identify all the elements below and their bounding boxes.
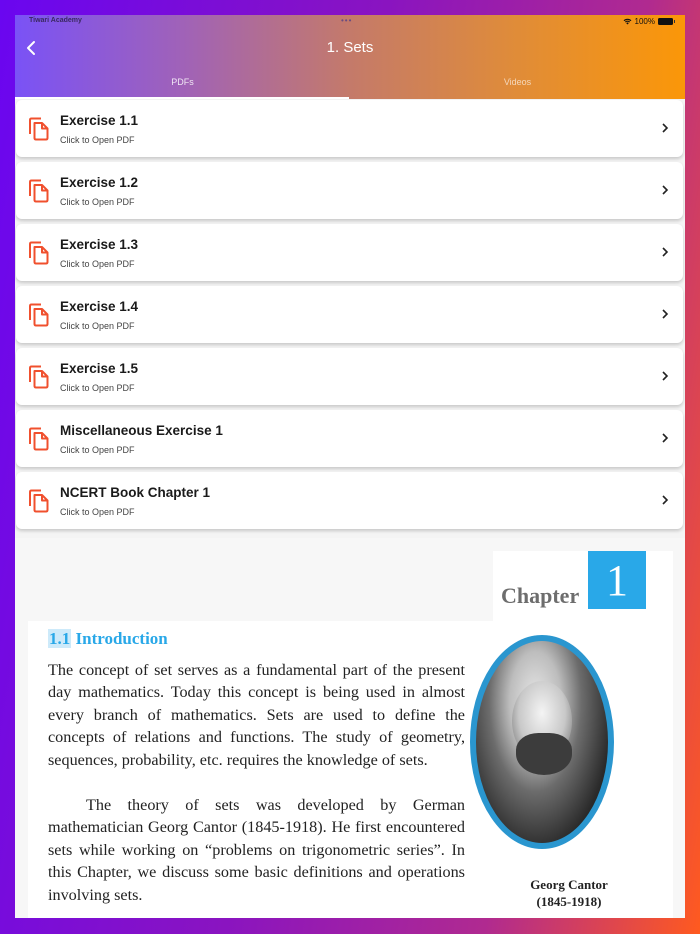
chevron-right-icon <box>661 308 669 320</box>
status-bar <box>15 15 685 29</box>
chevron-right-icon <box>661 370 669 382</box>
pdf-subtitle: Click to Open PDF <box>60 445 135 455</box>
caption-name: Georg Cantor <box>530 877 608 892</box>
pdf-list-item[interactable] <box>16 410 683 467</box>
pdf-copy-icon <box>28 117 50 141</box>
pdf-copy-icon <box>28 241 50 265</box>
tab-bar <box>15 71 685 99</box>
pdf-subtitle: Click to Open PDF <box>60 135 135 145</box>
pdf-copy-icon <box>28 303 50 327</box>
carrier-label: Tiwari Academy <box>29 17 82 24</box>
pdf-title: Exercise 1.3 <box>60 237 139 252</box>
chevron-right-icon <box>661 246 669 258</box>
pdf-title: Exercise 1.1 <box>60 113 139 128</box>
pdf-subtitle: Click to Open PDF <box>60 383 135 393</box>
cantor-portrait-image <box>470 635 614 849</box>
pdf-subtitle: Click to Open PDF <box>60 321 135 331</box>
chevron-right-icon <box>661 432 669 444</box>
pdf-preview[interactable] <box>15 538 685 918</box>
page-title: 1. Sets <box>326 39 374 56</box>
chevron-right-icon <box>661 184 669 196</box>
pdf-copy-icon <box>28 489 50 513</box>
pdf-copy-icon <box>28 427 50 451</box>
pdf-list-item[interactable] <box>16 224 683 281</box>
section-heading <box>48 629 168 649</box>
pdf-title: Exercise 1.4 <box>60 299 139 314</box>
section-title: Introduction <box>75 629 168 648</box>
chevron-right-icon <box>661 122 669 134</box>
pdf-subtitle: Click to Open PDF <box>60 259 135 269</box>
pdf-copy-icon <box>28 365 50 389</box>
battery-percent: 100% <box>634 17 655 26</box>
tab-videos[interactable]: Videos <box>503 77 532 87</box>
pdf-page <box>28 621 673 918</box>
pdf-title: Miscellaneous Exercise 1 <box>60 423 223 438</box>
pdf-list-item[interactable] <box>16 348 683 405</box>
pdf-list-item[interactable] <box>16 100 683 157</box>
status-right <box>623 17 673 26</box>
battery-icon <box>658 18 673 25</box>
pdf-list-item[interactable] <box>16 162 683 219</box>
app-window <box>15 15 685 918</box>
active-tab-indicator <box>15 97 349 99</box>
pdf-title: NCERT Book Chapter 1 <box>60 485 211 500</box>
chapter-number: 1 <box>588 551 646 609</box>
caption-years: (1845-1918) <box>536 894 602 909</box>
paragraph-1: The concept of set serves as a fundamental part of the present day mathematics. Today this concept is being used in almost every branch of mathematics. Sets are used to define the concepts of relations and functions. The study of geometry, sequences, probability, etc. requires the knowledge of sets. <box>48 661 465 769</box>
wifi-icon <box>623 18 632 25</box>
multitask-dots-icon[interactable]: ••• <box>341 16 353 25</box>
header-bar <box>15 15 685 99</box>
chapter-word: Chapter <box>501 583 580 608</box>
chevron-right-icon <box>661 494 669 506</box>
chapter-heading <box>493 551 673 621</box>
portrait-caption <box>498 876 640 910</box>
tab-pdfs[interactable]: PDFs <box>171 77 194 87</box>
pdf-title: Exercise 1.5 <box>60 361 139 376</box>
pdf-list-item[interactable] <box>16 472 683 529</box>
section-number: 1.1 <box>49 629 71 648</box>
paragraph-2: The theory of sets was developed by German mathematician Georg Cantor (1845-1918). He first encountered sets while working on “problems on trigonometric series”. In this Chapter, we discuss some basic definitions and operations involving sets. <box>48 796 465 904</box>
pdf-copy-icon <box>28 179 50 203</box>
pdf-subtitle: Click to Open PDF <box>60 507 135 517</box>
pdf-list-item[interactable] <box>16 286 683 343</box>
pdf-subtitle: Click to Open PDF <box>60 197 135 207</box>
pdf-title: Exercise 1.2 <box>60 175 139 190</box>
portrait-beard <box>516 733 572 775</box>
